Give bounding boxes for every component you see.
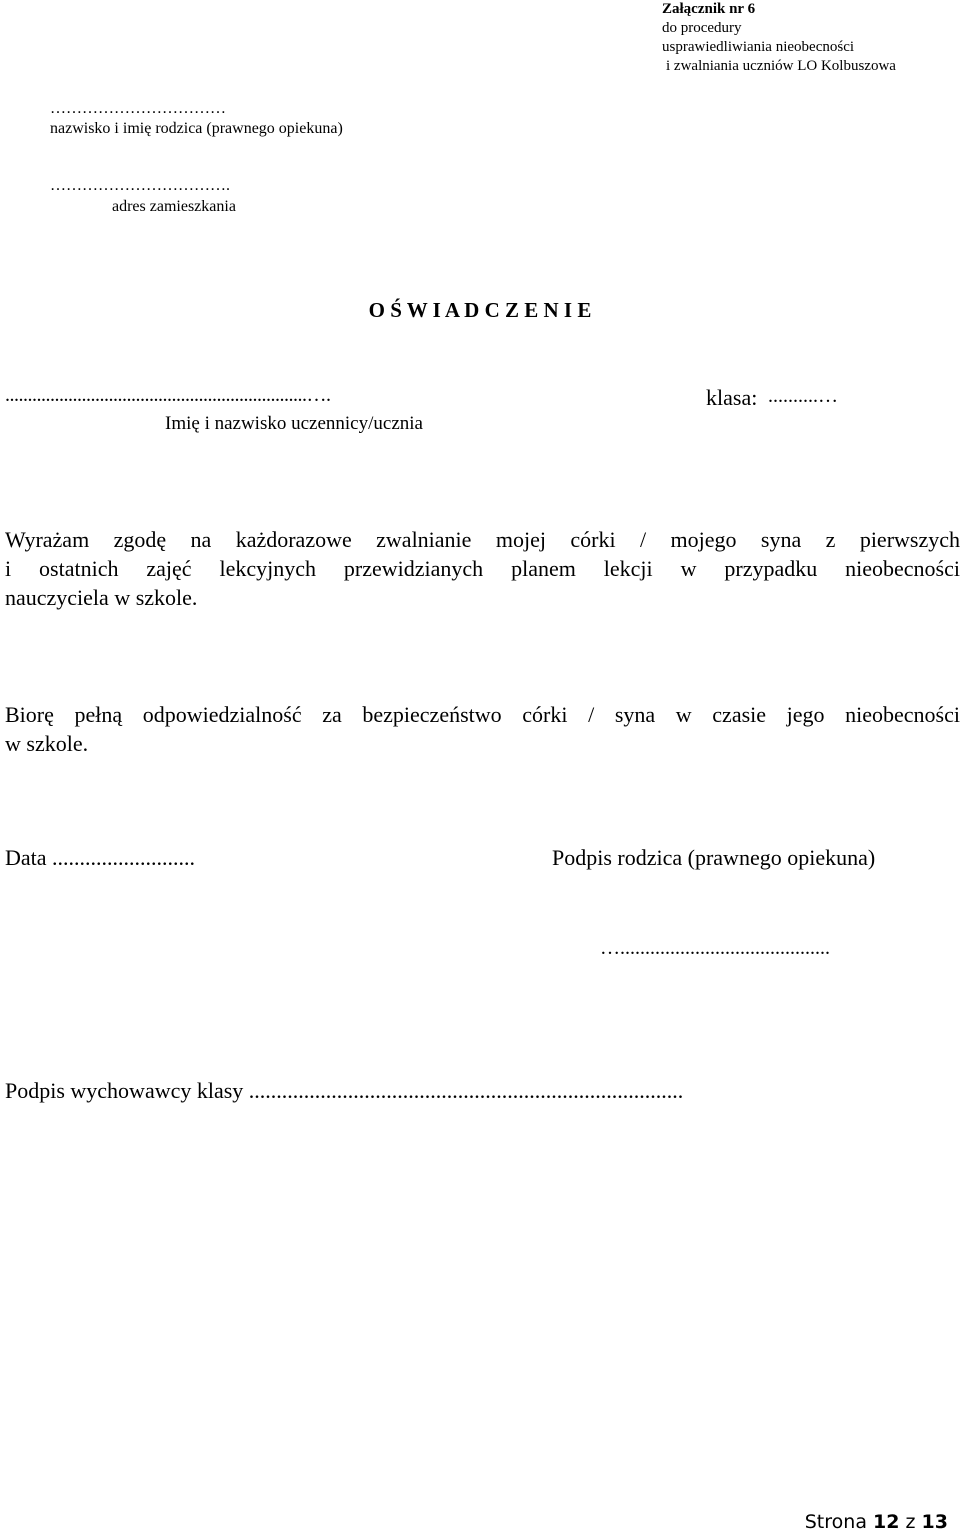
- class-dots: ..........…: [768, 385, 838, 407]
- annex-line-2: usprawiedliwiania nieobecności: [662, 39, 855, 55]
- responsibility-line-2: w szkole.: [5, 731, 89, 756]
- responsibility-line-1: Biorę pełną odpowiedzialność za bezpieczeństwo córki / syna w czasie jego nieobecności: [5, 702, 960, 727]
- parent-name-dots: ……………………………: [50, 100, 226, 117]
- consent-line-2: i ostatnich zajęć lekcyjnych przewidzianych planem lekcji w przypadku nieobecności: [5, 556, 960, 581]
- consent-line-3: nauczyciela w szkole.: [5, 585, 198, 610]
- annex-title: Załącznik nr 6: [662, 1, 756, 17]
- class-label: klasa:: [706, 385, 758, 410]
- annex-header: [662, 0, 896, 76]
- page-number-current: 12: [873, 1511, 900, 1533]
- consent-line-1: Wyrażam zgodę na każdorazowe zwalnianie mojej córki / mojego syna z pierwszych: [5, 527, 960, 552]
- student-name-label: Imię i nazwisko uczennicy/ucznia: [165, 413, 423, 434]
- date-field: Data ..........................: [5, 845, 196, 870]
- consent-paragraph: [5, 525, 960, 612]
- address-dots: …………………………….: [50, 177, 230, 194]
- parent-name-label: nazwisko i imię rodzica (prawnego opiekuna): [50, 120, 343, 137]
- annex-line-3: i zwalniania uczniów LO Kolbuszowa: [666, 58, 896, 74]
- page-number-total: 13: [921, 1511, 948, 1533]
- page-number-sep: z: [905, 1511, 916, 1533]
- student-name-dots: ...................................................................….: [5, 384, 331, 406]
- teacher-signature-field: Podpis wychowawcy klasy ...............................................................................: [5, 1078, 684, 1103]
- parent-signature-dots: …..........................................: [600, 937, 830, 959]
- page-number-prefix: Strona: [804, 1511, 867, 1533]
- document-title: O Ś W I A D C Z E N I E: [368, 298, 592, 322]
- parent-signature-label: Podpis rodzica (prawnego opiekuna): [552, 845, 876, 870]
- responsibility-paragraph: [5, 700, 960, 758]
- annex-line-1: do procedury: [662, 20, 742, 36]
- address-label: adres zamieszkania: [112, 198, 236, 215]
- page-number: [805, 1511, 948, 1533]
